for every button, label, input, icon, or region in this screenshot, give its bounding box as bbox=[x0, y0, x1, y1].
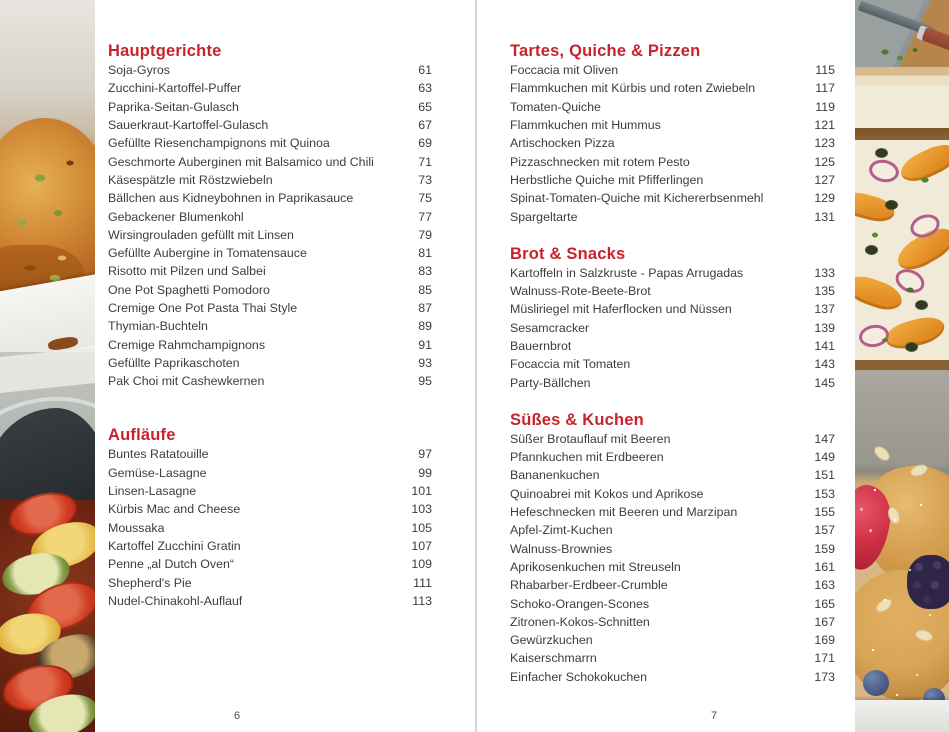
toc-entry bbox=[108, 189, 432, 207]
wood-board-gap bbox=[855, 360, 949, 370]
toc-entry bbox=[510, 171, 835, 189]
recipe-page-number: 99 bbox=[418, 465, 432, 480]
toc-section bbox=[108, 41, 432, 390]
recipe-page-number: 89 bbox=[418, 319, 432, 334]
toc-entry bbox=[108, 482, 432, 500]
toc-section bbox=[510, 244, 835, 392]
recipe-page-number: 113 bbox=[412, 593, 432, 608]
toc-entry bbox=[108, 372, 432, 390]
recipe-page-number: 135 bbox=[814, 284, 835, 299]
berry-dessert-photo bbox=[855, 370, 949, 732]
toc-entry bbox=[108, 317, 432, 335]
toc-entry bbox=[108, 79, 432, 97]
recipe-title: Kaiserschmarrn bbox=[510, 651, 597, 666]
recipe-title: Penne „al Dutch Oven“ bbox=[108, 557, 235, 572]
recipe-title: Bananenkuchen bbox=[510, 468, 600, 483]
toc-entry bbox=[108, 134, 432, 152]
recipe-title: Kartoffeln in Salzkruste - Papas Arrugadas bbox=[510, 265, 744, 280]
recipe-page-number: 83 bbox=[418, 264, 432, 279]
recipe-page-number: 145 bbox=[814, 375, 835, 390]
recipe-page-number: 137 bbox=[814, 302, 835, 317]
recipe-title: Bällchen aus Kidneybohnen in Paprikasauce bbox=[108, 191, 354, 206]
recipe-page-number: 75 bbox=[418, 191, 432, 206]
recipe-title: Aprikosenkuchen mit Streuseln bbox=[510, 559, 681, 574]
recipe-page-number: 157 bbox=[814, 523, 835, 538]
recipe-title: Risotto mit Pilzen und Salbei bbox=[108, 264, 266, 279]
toc-entry bbox=[510, 319, 835, 337]
recipe-page-number: 95 bbox=[418, 374, 432, 389]
ratatouille-photo bbox=[0, 500, 95, 732]
recipe-title: Pak Choi mit Cashewkernen bbox=[108, 374, 265, 389]
toc-entry bbox=[510, 134, 835, 152]
recipe-title: Zucchini-Kartoffel-Puffer bbox=[108, 81, 242, 96]
recipe-page-number: 141 bbox=[814, 339, 835, 353]
recipe-title: Apfel-Zimt-Kuchen bbox=[510, 523, 613, 538]
wood-board-gap bbox=[855, 128, 949, 140]
section-heading: Brot & Snacks bbox=[510, 244, 626, 263]
toc-entry bbox=[108, 555, 432, 573]
recipe-page-number: 87 bbox=[418, 301, 432, 315]
recipe-title: Zitronen-Kokos-Schnitten bbox=[510, 614, 650, 629]
recipe-title: Müsliriegel mit Haferflocken und Nüssen bbox=[510, 302, 732, 317]
toc-entry bbox=[510, 649, 835, 667]
recipe-page-number: 117 bbox=[815, 81, 835, 96]
toc-entry bbox=[510, 613, 835, 631]
recipe-page-number: 105 bbox=[411, 520, 432, 535]
recipe-page-number: 125 bbox=[814, 154, 835, 169]
recipe-title: Linsen-Lasagne bbox=[108, 484, 197, 499]
toc-entry bbox=[510, 282, 835, 300]
recipe-title: Süßer Brotauflauf mit Beeren bbox=[510, 431, 671, 446]
recipe-title: Kartoffel Zucchini Gratin bbox=[108, 538, 241, 553]
recipe-page-number: 169 bbox=[814, 633, 835, 648]
recipe-title: Rhabarber-Erdbeer-Crumble bbox=[510, 578, 668, 593]
toc-entry bbox=[108, 500, 432, 518]
recipe-title: Pfannkuchen mit Erdbeeren bbox=[510, 450, 664, 465]
toc-left bbox=[108, 41, 432, 610]
toc-entry bbox=[108, 171, 432, 189]
recipe-page-number: 91 bbox=[418, 337, 432, 352]
toc-entry bbox=[108, 262, 432, 280]
recipe-title: Spargeltarte bbox=[510, 209, 578, 224]
recipe-page-number: 61 bbox=[418, 63, 432, 78]
toc-entry bbox=[510, 540, 835, 558]
toc-entry bbox=[108, 152, 432, 170]
recipe-page-number: 151 bbox=[814, 468, 835, 483]
toc-entry bbox=[510, 152, 835, 170]
toc-entry bbox=[510, 430, 835, 448]
recipe-title: Flammkuchen mit Hummus bbox=[510, 118, 661, 133]
powdered-sugar bbox=[855, 450, 949, 710]
toc-entry bbox=[510, 189, 835, 207]
toc-entry bbox=[108, 226, 432, 244]
parsley-garnish bbox=[855, 140, 949, 360]
recipe-title: Shepherd's Pie bbox=[108, 575, 192, 590]
flatbread-crust bbox=[855, 67, 949, 128]
recipe-title: Tomaten-Quiche bbox=[510, 99, 601, 114]
recipe-title: Gewürzkuchen bbox=[510, 633, 593, 648]
section-heading: Hauptgerichte bbox=[108, 42, 222, 60]
toc-entry bbox=[108, 299, 432, 317]
toc-entry bbox=[108, 354, 432, 372]
toc-entry bbox=[510, 558, 835, 576]
toc-section bbox=[510, 41, 835, 226]
toc-entry bbox=[510, 79, 835, 97]
recipe-page-number: 143 bbox=[814, 357, 835, 372]
toc-entry bbox=[510, 594, 835, 612]
toc-entry bbox=[510, 373, 835, 391]
recipe-page-number: 121 bbox=[814, 118, 835, 133]
toc-entry bbox=[510, 485, 835, 503]
recipe-page-number: 85 bbox=[418, 282, 432, 297]
recipe-page-number: 153 bbox=[814, 486, 835, 501]
recipe-title: Kürbis Mac and Cheese bbox=[108, 502, 241, 517]
toc-entry bbox=[510, 503, 835, 521]
recipe-title: Moussaka bbox=[108, 520, 165, 535]
recipe-page-number: 63 bbox=[418, 81, 432, 96]
recipe-title: Buntes Ratatouille bbox=[108, 447, 209, 462]
section-heading: Aufläufe bbox=[108, 426, 176, 445]
toc-entry bbox=[510, 355, 835, 373]
recipe-page-number: 119 bbox=[815, 99, 835, 114]
recipe-title: Einfacher Schokokuchen bbox=[510, 669, 648, 684]
recipe-title: Wirsingrouladen gefüllt mit Linsen bbox=[108, 227, 294, 242]
toc-entry bbox=[108, 519, 432, 537]
toc-entry bbox=[108, 244, 432, 262]
recipe-page-number: 81 bbox=[418, 246, 432, 261]
toc-entry bbox=[108, 335, 432, 353]
toc-entry bbox=[510, 116, 835, 134]
recipe-title: Gefüllte Riesenchampignons mit Quinoa bbox=[108, 136, 330, 151]
recipe-page-number: 133 bbox=[814, 265, 835, 280]
cutting-board-photo bbox=[855, 0, 949, 67]
recipe-title: Gemüse-Lasagne bbox=[108, 465, 207, 480]
recipe-title: Gefüllte Paprikaschoten bbox=[108, 355, 240, 370]
page-divider bbox=[475, 0, 477, 732]
toc-entry bbox=[510, 576, 835, 594]
recipe-title: Spinat-Tomaten-Quiche mit Kichererbsenmehl bbox=[510, 191, 764, 206]
right-photo-strip bbox=[855, 0, 949, 732]
recipe-title: Cremige Rahmchampignons bbox=[108, 337, 266, 352]
page-number-left: 6 bbox=[233, 710, 241, 722]
toc-section bbox=[108, 425, 432, 610]
toc-entry bbox=[108, 207, 432, 225]
recipe-title: Party-Bällchen bbox=[510, 375, 591, 390]
toc-entry bbox=[108, 61, 432, 79]
recipe-title: Walnuss-Brownies bbox=[510, 541, 613, 556]
recipe-page-number: 111 bbox=[413, 575, 432, 590]
toc-right bbox=[510, 41, 835, 686]
white-plate bbox=[855, 700, 949, 732]
recipe-page-number: 139 bbox=[814, 320, 835, 335]
toc-entry bbox=[510, 207, 835, 225]
recipe-page-number: 103 bbox=[411, 502, 432, 517]
page-number-right: 7 bbox=[710, 710, 718, 722]
toc-entry bbox=[108, 98, 432, 116]
recipe-title: Quinoabrei mit Kokos und Aprikose bbox=[510, 486, 704, 501]
recipe-page-number: 171 bbox=[814, 651, 835, 666]
recipe-page-number: 155 bbox=[814, 505, 835, 520]
recipe-title: Cremige One Pot Pasta Thai Style bbox=[108, 301, 298, 315]
recipe-title: Thymian-Buchteln bbox=[108, 319, 208, 334]
recipe-page-number: 173 bbox=[814, 669, 835, 684]
toc-section bbox=[510, 410, 835, 686]
recipe-page-number: 69 bbox=[418, 136, 432, 151]
parsley-garnish bbox=[855, 40, 949, 67]
recipe-page-number: 149 bbox=[814, 450, 835, 465]
toc-entry bbox=[510, 98, 835, 116]
recipe-title: Soja-Gyros bbox=[108, 63, 170, 78]
recipe-title: Nudel-Chinakohl-Auflauf bbox=[108, 593, 243, 608]
recipe-title: Hefeschnecken mit Beeren und Marzipan bbox=[510, 505, 738, 520]
recipe-title: Käsespätzle mit Röstzwiebeln bbox=[108, 172, 273, 187]
recipe-page-number: 165 bbox=[814, 596, 835, 611]
recipe-page-number: 161 bbox=[814, 559, 835, 574]
recipe-page-number: 71 bbox=[418, 154, 432, 169]
recipe-page-number: 67 bbox=[418, 118, 432, 133]
toc-entry bbox=[510, 300, 835, 318]
toc-entry bbox=[108, 592, 432, 610]
recipe-title: Foccacia mit Oliven bbox=[510, 63, 619, 78]
recipe-page-number: 131 bbox=[814, 209, 835, 224]
recipe-page-number: 123 bbox=[814, 136, 835, 151]
toc-entry bbox=[108, 445, 432, 463]
recipe-title: Flammkuchen mit Kürbis und roten Zwiebeln bbox=[510, 81, 756, 96]
recipe-page-number: 127 bbox=[814, 172, 835, 187]
recipe-title: Sauerkraut-Kartoffel-Gulasch bbox=[108, 118, 269, 133]
recipe-title: Schoko-Orangen-Scones bbox=[510, 596, 650, 611]
toc-entry bbox=[510, 337, 835, 355]
toc-entry bbox=[510, 448, 835, 466]
toc-entry bbox=[108, 537, 432, 555]
flammkuchen-photo bbox=[855, 140, 949, 360]
toc-entry bbox=[108, 116, 432, 134]
recipe-title: Gebackener Blumenkohl bbox=[108, 209, 244, 224]
recipe-title: Gefüllte Aubergine in Tomatensauce bbox=[108, 246, 307, 261]
toc-entry bbox=[510, 264, 835, 282]
recipe-page-number: 77 bbox=[418, 209, 432, 224]
recipe-title: One Pot Spaghetti Pomodoro bbox=[108, 282, 270, 297]
recipe-page-number: 109 bbox=[411, 557, 432, 572]
recipe-page-number: 163 bbox=[814, 578, 835, 593]
recipe-page-number: 107 bbox=[411, 538, 432, 553]
toc-entry bbox=[510, 668, 835, 686]
recipe-page-number: 115 bbox=[815, 63, 835, 78]
recipe-title: Bauernbrot bbox=[510, 339, 572, 353]
toc-entry bbox=[108, 281, 432, 299]
recipe-title: Pizzaschnecken mit rotem Pesto bbox=[510, 154, 690, 169]
recipe-page-number: 101 bbox=[411, 484, 432, 499]
toc-entry bbox=[108, 464, 432, 482]
toc-entry bbox=[510, 61, 835, 79]
recipe-page-number: 65 bbox=[418, 99, 432, 114]
recipe-page-number: 159 bbox=[814, 541, 835, 556]
section-heading: Süßes & Kuchen bbox=[510, 410, 644, 429]
recipe-page-number: 129 bbox=[814, 191, 835, 206]
recipe-page-number: 73 bbox=[418, 172, 432, 187]
recipe-page-number: 97 bbox=[418, 447, 432, 462]
recipe-title: Geschmorte Auberginen mit Balsamico und Chili bbox=[108, 154, 374, 169]
recipe-title: Paprika-Seitan-Gulasch bbox=[108, 99, 239, 114]
recipe-title: Artischocken Pizza bbox=[510, 136, 615, 151]
toc-entry bbox=[510, 631, 835, 649]
recipe-page-number: 167 bbox=[814, 614, 835, 629]
toc-entry bbox=[510, 466, 835, 484]
recipe-title: Walnuss-Rote-Beete-Brot bbox=[510, 284, 651, 299]
toc-entry bbox=[108, 573, 432, 591]
recipe-title: Herbstliche Quiche mit Pfifferlingen bbox=[510, 172, 704, 187]
section-heading: Tartes, Quiche & Pizzen bbox=[510, 42, 701, 60]
recipe-title: Sesamcracker bbox=[510, 320, 590, 335]
recipe-page-number: 79 bbox=[418, 227, 432, 242]
recipe-page-number: 147 bbox=[814, 431, 835, 446]
left-photo-strip bbox=[0, 0, 95, 732]
toc-entry bbox=[510, 521, 835, 539]
recipe-title: Focaccia mit Tomaten bbox=[510, 357, 631, 372]
recipe-page-number: 93 bbox=[418, 355, 432, 370]
